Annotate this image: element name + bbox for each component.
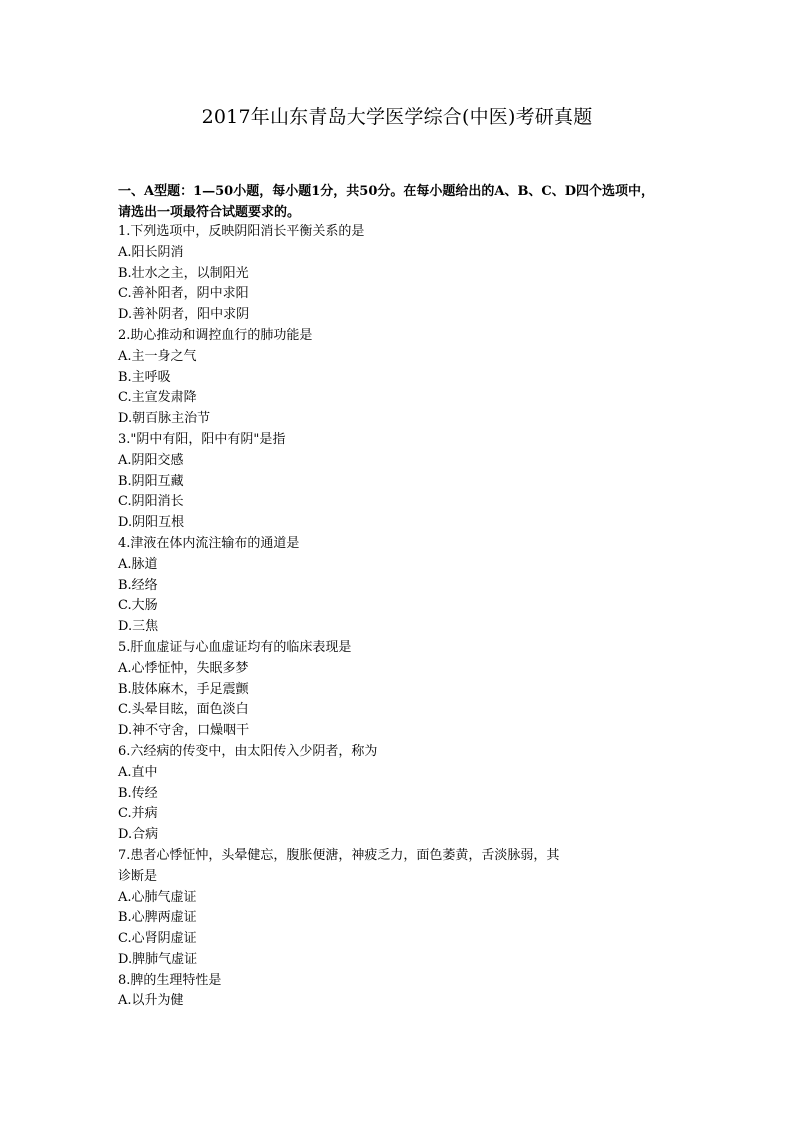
question-stem: 8.脾的生理特性是	[118, 972, 222, 988]
answer-option: D.三焦	[118, 619, 159, 635]
answer-option: D.脾肺气虚证	[118, 951, 198, 967]
section-heading-line-1: 一、A型题：1—50小题，每小题1分，共50分。在每小题给出的A、B、C、D四个选项中，	[118, 184, 655, 199]
question-stem: 4.津液在体内流注输布的通道是	[118, 535, 300, 551]
answer-option: C.大肠	[118, 598, 158, 614]
question-stem: 6.六经病的传变中，由太阳传入少阴者，称为	[118, 743, 378, 759]
question-stem-continued: 诊断是	[118, 868, 158, 884]
answer-option: D.合病	[118, 827, 159, 843]
answer-option: D.阴阳互根	[118, 515, 185, 531]
answer-option: A.心肺气虚证	[118, 889, 197, 905]
answer-option: B.阴阳互藏	[118, 473, 184, 489]
answer-option: A.脉道	[118, 556, 158, 572]
answer-option: C.头晕目眩，面色淡白	[118, 702, 249, 718]
answer-option: A.心悸怔忡，失眠多梦	[118, 660, 249, 676]
answer-option: D.善补阴者，阳中求阴	[118, 307, 250, 323]
question-stem: 3."阴中有阳，阳中有阴"是指	[118, 431, 286, 447]
answer-option: B.肢体麻木，手足震颤	[118, 681, 249, 697]
question-stem: 5.肝血虚证与心血虚证均有的临床表现是	[118, 639, 352, 655]
answer-option: A.阳长阴消	[118, 244, 184, 260]
answer-option: B.传经	[118, 785, 158, 801]
question-stem: 2.助心推动和调控血行的肺功能是	[118, 327, 313, 343]
answer-option: C.主宣发肃降	[118, 390, 197, 406]
answer-option: C.善补阳者，阴中求阳	[118, 286, 249, 302]
answer-option: B.主呼吸	[118, 369, 171, 385]
answer-option: A.以升为健	[118, 993, 184, 1009]
answer-option: C.阴阳消长	[118, 494, 184, 510]
answer-option: B.经络	[118, 577, 158, 593]
answer-option: D.朝百脉主治节	[118, 411, 211, 427]
answer-option: D.神不守舍，口燥咽干	[118, 723, 250, 739]
answer-option: A.直中	[118, 764, 158, 780]
answer-option: B.心脾两虚证	[118, 910, 197, 926]
answer-option: B.壮水之主，以制阳光	[118, 265, 249, 281]
answer-option: A.主一身之气	[118, 348, 197, 364]
section-heading-line-2: 请选出一项最符合试题要求的。	[118, 205, 301, 220]
answer-option: C.心肾阴虚证	[118, 931, 197, 947]
question-stem: 7.患者心悸怔忡，头晕健忘，腹胀便溏，神疲乏力，面色萎黄，舌淡脉弱，其	[118, 847, 560, 863]
question-stem: 1.下列选项中，反映阴阳消长平衡关系的是	[118, 224, 365, 239]
page-title: 2017年山东青岛大学医学综合(中医)考研真题	[201, 106, 593, 128]
answer-option: C.并病	[118, 806, 158, 822]
question-list	[118, 222, 678, 1012]
answer-option: A.阴阳交感	[118, 452, 184, 468]
section-heading	[118, 181, 678, 223]
